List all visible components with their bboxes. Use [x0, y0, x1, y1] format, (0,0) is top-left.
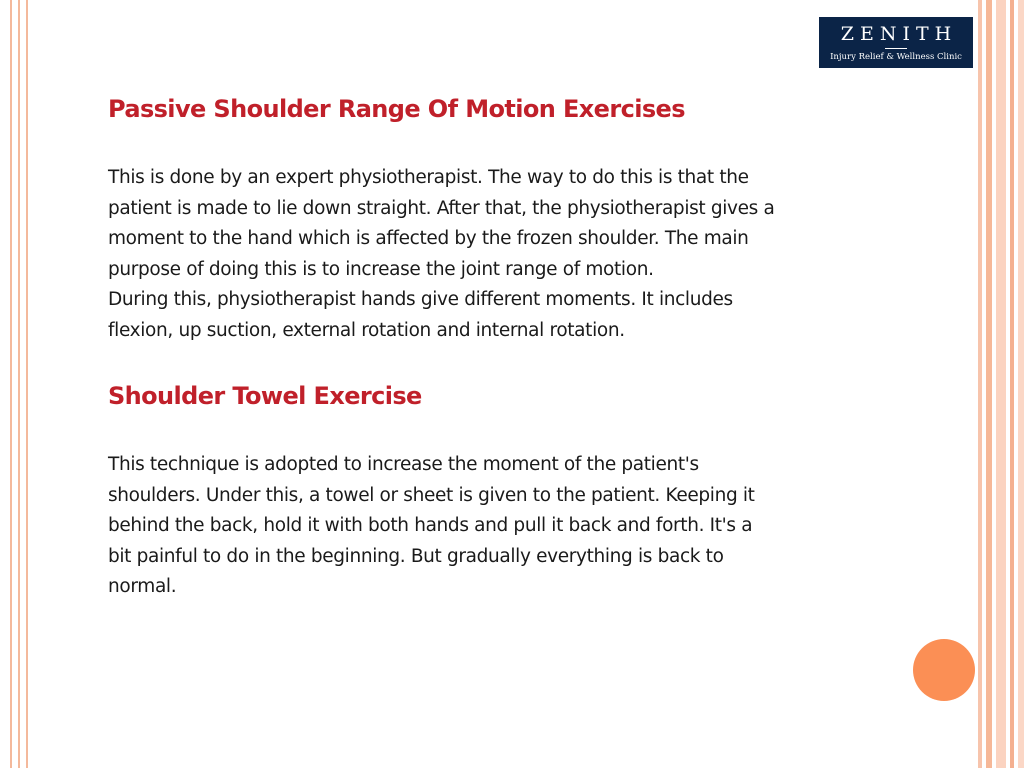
section-heading-towel: Shoulder Towel Exercise	[108, 382, 422, 410]
body-line: moment to the hand which is affected by the frozen shoulder. The main	[108, 228, 749, 250]
body-line: This technique is adopted to increase the moment of the patient's	[108, 454, 699, 475]
body-line: normal.	[108, 576, 177, 598]
accent-circle	[913, 639, 975, 701]
section-body-towel	[108, 450, 898, 603]
logo-tagline: Injury Relief & Wellness Clinic	[830, 52, 962, 62]
body-line: bit painful to do in the beginning. But gradually everything is back to	[108, 545, 724, 567]
left-border-decoration	[0, 0, 52, 768]
body-line: flexion, up suction, external rotation and internal rotation.	[108, 319, 625, 341]
body-line: shoulders. Under this, a towel or sheet is given to the patient. Keeping it	[108, 484, 755, 506]
clinic-logo	[819, 17, 973, 68]
body-line: patient is made to lie down straight. After that, the physiotherapist gives a	[108, 197, 775, 219]
body-line: During this, physiotherapist hands give different moments. It includes	[108, 289, 733, 311]
body-line: This is done by an expert physiotherapist. The way to do this is that the	[108, 167, 749, 188]
body-line: behind the back, hold it with both hands and pull it back and forth. It's a	[108, 515, 753, 537]
right-border-decoration	[976, 0, 1024, 768]
logo-wordmark: ZENITH	[840, 23, 958, 45]
logo-rule	[885, 48, 907, 49]
section-heading-passive-rom: Passive Shoulder Range Of Motion Exercises	[108, 95, 685, 123]
section-body-passive-rom	[108, 163, 898, 347]
body-line: purpose of doing this is to increase the joint range of motion.	[108, 258, 654, 280]
